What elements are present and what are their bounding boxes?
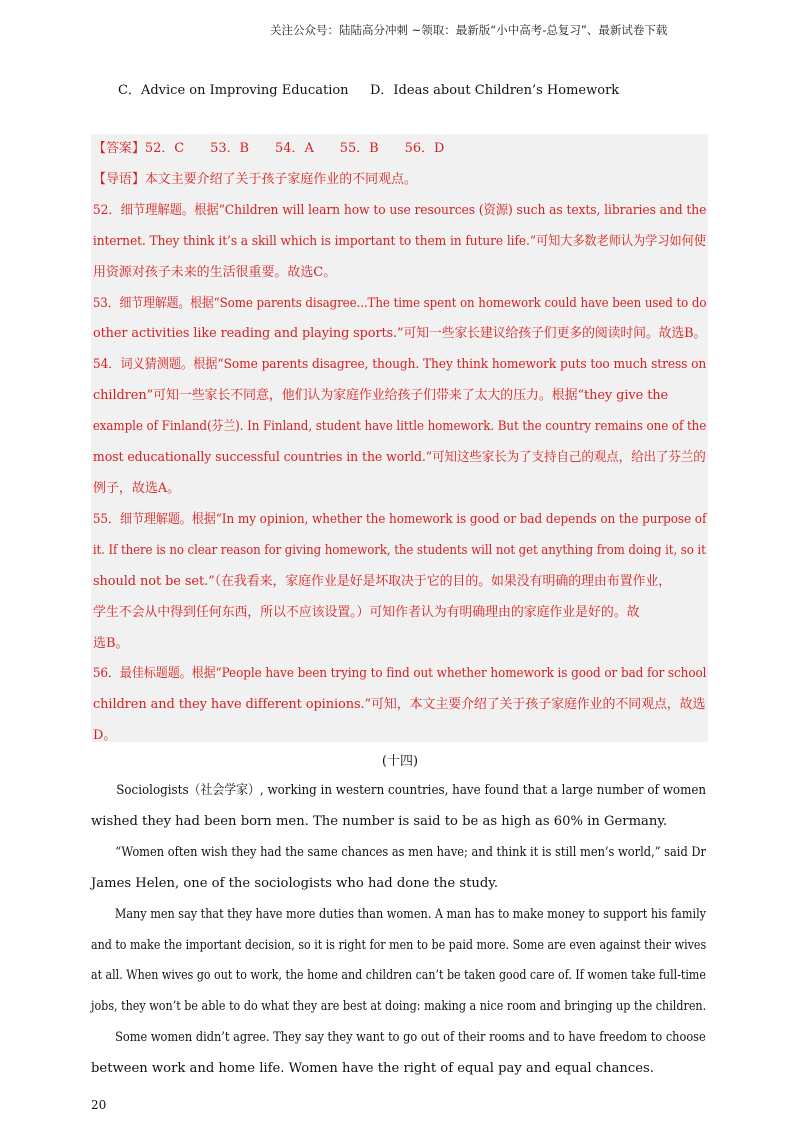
explanation-line: children”可知一些家长不同意，他们认为家庭作业给孩子们带来了太大的压力。根据“they give the: [92, 388, 669, 404]
explanation-line: 选B。: [92, 635, 129, 651]
explanation-line: most educationally successful countries in the world.”可知这些家长为了支持自己的观点，给出了芬兰的: [92, 450, 706, 466]
passage-line: Sociologists（社会学家）, working in western countries, have found that a large number of women: [116, 783, 707, 798]
answer-options-row: [118, 79, 620, 98]
option-c: C．Advice on Improving Education: [118, 83, 349, 98]
explanation-line: example of Finland(芬兰). In Finland, student have little homework. But the country remains one of the: [92, 419, 707, 435]
explanation-line: 56．最佳标题题。根据“People have been trying to find out whether homework is good or bad for school: [92, 666, 707, 682]
answer-explanation-box: [91, 134, 708, 742]
passage-line: at all. When wives go out to work, the home and children can’t be taken good care of. If women take full-time: [91, 968, 706, 984]
explanation-line: children and they have different opinions.”可知，本文主要介绍了关于孩子家庭作业的不同观点，故选: [92, 697, 706, 713]
passage-line: between work and home life. Women have the right of equal pay and equal chances.: [91, 1061, 654, 1077]
passage-line: and to make the important decision, so it is right for men to be paid more. Some are even against their wives: [91, 937, 707, 953]
passage-line: Many men say that they have more duties than women. A man has to make money to support his family: [114, 906, 707, 922]
header-note: 关注公众号：陆陆高分冲刺 ~领取：最新版“小中高考-总复习”、最新试卷下载: [270, 23, 668, 37]
passage-line: jobs, they won’t be able to do what they are best at doing: making a nice room and bringing up the children.: [91, 999, 707, 1015]
explanation-line: 用资源对孩子未来的生活很重要。故选C。: [92, 264, 337, 280]
explanation-line: 例子，故选A。: [92, 480, 181, 496]
explanation-line: it. If there is no clear reason for giving homework, the students will not get anything from doing it, so it: [92, 542, 706, 558]
section-title: (十四): [381, 754, 419, 769]
explanation-line: D。: [92, 728, 117, 744]
passage-line: wished they had been born men. The number is said to be as high as 60% in Germany.: [91, 813, 668, 829]
guide-line: 【导语】本文主要介绍了关于孩子家庭作业的不同观点。: [92, 171, 417, 187]
answer-key-line: 【答案】52．C 53．B 54．A 55．B 56．D: [92, 141, 445, 156]
option-d: D．Ideas about Children’s Homework: [370, 83, 620, 98]
passage-line: Some women didn’t agree. They say they want to go out of their rooms and to have freedom to choose: [115, 1030, 706, 1046]
explanation-line: 54．词义猜测题。根据“Some parents disagree, though. They think homework puts too much stress on: [92, 357, 707, 373]
explanation-line: 53．细节理解题。根据“Some parents disagree...The time spent on homework could have been used to do: [92, 295, 707, 311]
explanation-line: internet. They think it’s a skill which is important to them in future life.”可知大多数老师认为学习如何使: [92, 233, 706, 249]
explanation-line: 55．细节理解题。根据“In my opinion, whether the homework is good or bad depends on the purpose of: [92, 511, 707, 527]
explanation-line: 52．细节理解题。根据“Children will learn how to use resources (资源) such as texts, libraries and the: [92, 202, 707, 218]
page-number: 20: [91, 1098, 107, 1112]
explanation-line: should not be set.”（在我看来，家庭作业是好是坏取决于它的目的。如果没有明确的理由布置作业，: [92, 573, 672, 589]
reading-passage: [91, 776, 708, 1085]
passage-line: James Helen, one of the sociologists who had done the study.: [91, 875, 499, 891]
explanation-line: 学生不会从中得到任何东西，所以不应该设置。）可知作者认为有明确理由的家庭作业是好的。故: [92, 604, 640, 620]
explanation-line: other activities like reading and playing sports.”可知一些家长建议给孩子们更多的阅读时间。故选B。: [92, 326, 707, 342]
passage-line: “Women often wish they had the same chances as men have; and think it is still men’s world,” said Dr: [115, 844, 706, 860]
